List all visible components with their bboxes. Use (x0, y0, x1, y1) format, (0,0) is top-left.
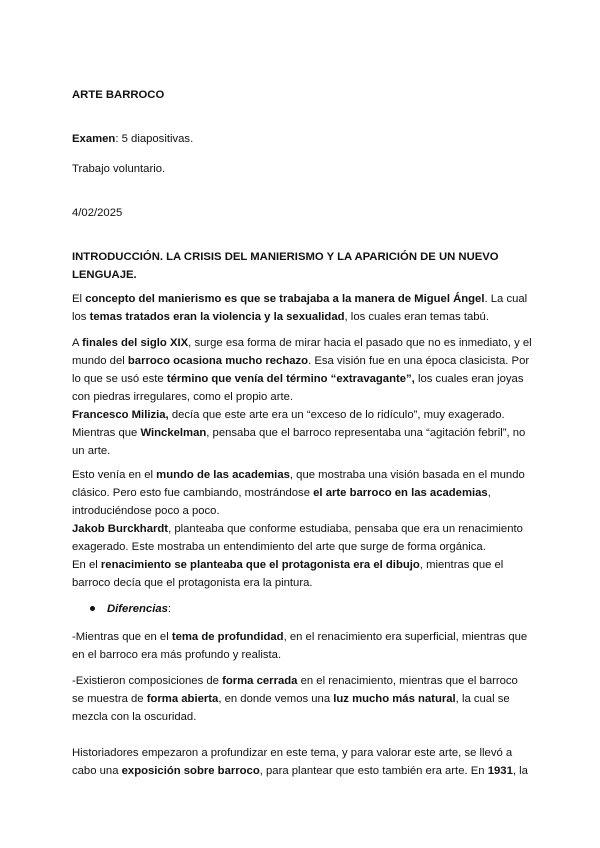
paragraph-3: Francesco Milizia, decía que este arte era un “exceso de lo ridículo”, muy exagerado. Mientras que Winckelman, pensaba que el barroco representaba una “agitación febril”, no un arte. (72, 409, 526, 457)
date-line: 4/02/2025 (72, 207, 123, 219)
paragraph-6: -Mientras que en el tema de profundidad, en el renacimiento era superficial, mientras que en el barroco era más profundo y realista. (72, 631, 528, 661)
bullet-differences: Diferencias: (90, 600, 171, 618)
exam-value: : 5 diapositivas. (115, 133, 194, 145)
voluntary-line: Trabajo voluntario. (72, 163, 166, 175)
bullet-dot-icon (90, 606, 95, 611)
section-heading: INTRODUCCIÓN. LA CRISIS DEL MANIERISMO Y LA APARICIÓN DE UN NUEVO LENGUAJE. (72, 251, 499, 281)
bullet-label: Diferencias (107, 603, 168, 615)
paragraph-4: Esto venía en el mundo de las academias, que mostraba una visión basada en el mundo clásico. Pero esto fue cambiando, mostrándose el arte barroco en las academias, introduciéndose poco a poco. Jakob Burckhardt, planteaba que conforme estudiaba, pensaba que era un renacimiento exagerado. Este mostraba un entendimiento del arte que surge de forma orgánica. (72, 469, 525, 553)
paragraph-7: -Existieron composiciones de forma cerrada en el renacimiento, mientras que el barroco se muestra de forma abierta, en donde vemos una luz mucho más natural, la cual se mezcla con la oscuridad. (72, 675, 518, 723)
paragraph-1: El concepto del manierismo es que se trabajaba a la manera de Miguel Ángel. La cual los temas tratados eran la violencia y la sexualidad, los cuales eran temas tabú. (72, 293, 528, 323)
paragraph-5: En el renacimiento se planteaba que el protagonista era el dibujo, mientras que el barroco decía que el protagonista era la pintura. (72, 559, 504, 589)
paragraph-2: A finales del siglo XIX, surge esa forma de mirar hacia el pasado que no es inmediato, y el mundo del barroco ocasiona mucho rechazo. Esa visión fue en una época clasicista. Por lo que se usó este término que venía del término “extravagante”, los cuales eran joyas con piedras irregulares, como el propio arte. (72, 337, 532, 403)
paragraph-8: Historiadores empezaron a profundizar en este tema, y para valorar este arte, se llevó a cabo una exposición sobre barroco, para plantear que esto también era arte. En 1931, la (72, 747, 528, 777)
document-title: ARTE BARROCO (72, 89, 165, 101)
exam-line (72, 130, 532, 148)
exam-label: Examen (72, 133, 116, 145)
